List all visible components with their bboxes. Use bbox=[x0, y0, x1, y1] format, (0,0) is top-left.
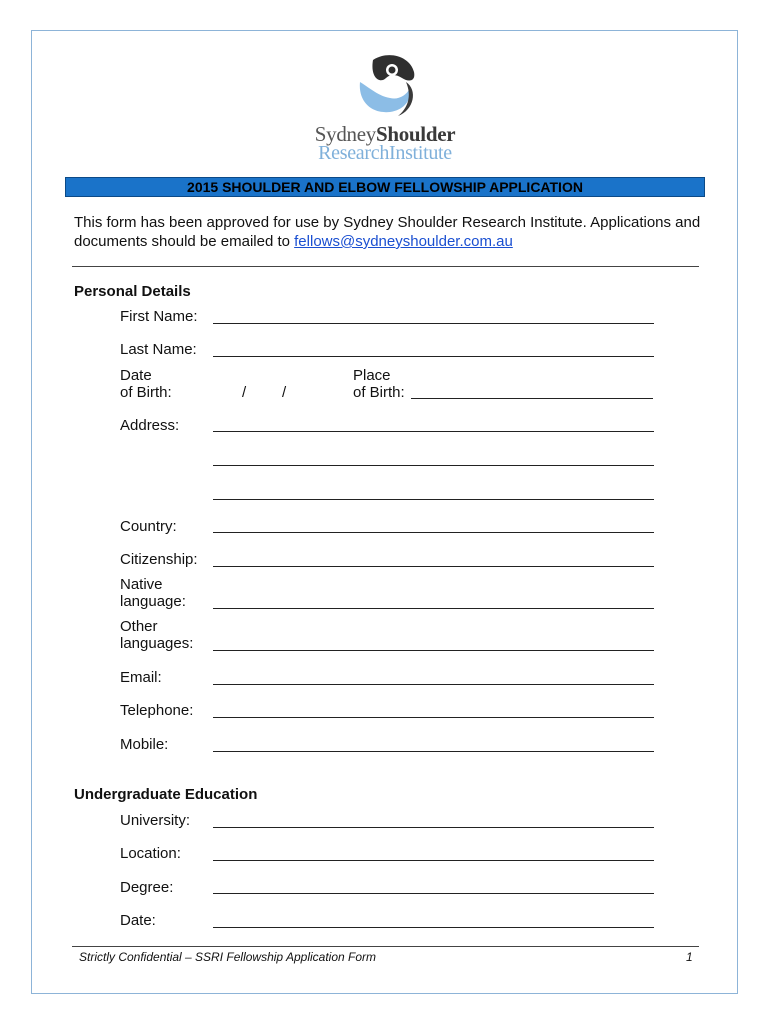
citizenship-label: Citizenship: bbox=[120, 551, 198, 568]
country-label: Country: bbox=[120, 518, 177, 535]
section-heading-education: Undergraduate Education bbox=[74, 786, 258, 803]
footer-divider bbox=[72, 946, 699, 947]
address-field-3[interactable] bbox=[213, 499, 654, 500]
footer-text: Strictly Confidential – SSRI Fellowship Application Form bbox=[79, 950, 377, 964]
last-name-label: Last Name: bbox=[120, 341, 197, 358]
dob-label-line1: Date bbox=[120, 367, 152, 384]
intro-text: This form has been approved for use by Sydney Shoulder Research Institute. Applications and documents should be emailed to bbox=[74, 214, 701, 250]
pob-label-line1: Place bbox=[353, 367, 391, 384]
address-field-1[interactable] bbox=[213, 431, 654, 432]
dob-separator: / bbox=[282, 384, 287, 401]
dob-label-line2: of Birth: bbox=[120, 384, 172, 401]
university-label: University: bbox=[120, 812, 191, 829]
location-field[interactable] bbox=[213, 860, 654, 861]
logo-text-line2: ResearchInstitute bbox=[318, 142, 452, 164]
other-languages-label-line1: Other bbox=[120, 618, 158, 635]
last-name-field[interactable] bbox=[213, 356, 654, 357]
email-field[interactable] bbox=[213, 684, 654, 685]
telephone-label: Telephone: bbox=[120, 702, 194, 719]
native-language-label-line2: language: bbox=[120, 593, 186, 610]
mobile-field[interactable] bbox=[213, 751, 654, 752]
university-field[interactable] bbox=[213, 827, 654, 828]
first-name-label: First Name: bbox=[120, 308, 198, 325]
native-language-field[interactable] bbox=[213, 608, 654, 609]
place-of-birth-field[interactable] bbox=[411, 398, 653, 399]
other-languages-field[interactable] bbox=[213, 650, 654, 651]
form-title: 2015 SHOULDER AND ELBOW FELLOWSHIP APPLICATION bbox=[65, 177, 705, 197]
page-number: 1 bbox=[686, 950, 693, 964]
shoulder-logo-icon bbox=[310, 52, 460, 122]
divider bbox=[72, 266, 699, 267]
logo-text-line1: SydneyShoulder bbox=[314, 122, 456, 146]
dob-separator: / bbox=[242, 384, 247, 401]
first-name-field[interactable] bbox=[213, 323, 654, 324]
address-field-2[interactable] bbox=[213, 465, 654, 466]
section-heading-personal: Personal Details bbox=[74, 283, 191, 300]
pob-label-line2: of Birth: bbox=[353, 384, 405, 401]
date-field[interactable] bbox=[213, 927, 654, 928]
other-languages-label-line2: languages: bbox=[120, 635, 194, 652]
mobile-label: Mobile: bbox=[120, 736, 169, 753]
telephone-field[interactable] bbox=[213, 717, 654, 718]
ssri-logo bbox=[310, 52, 460, 162]
location-label: Location: bbox=[120, 845, 181, 862]
address-label: Address: bbox=[120, 417, 180, 434]
native-language-label-line1: Native bbox=[120, 576, 163, 593]
email-label: Email: bbox=[120, 669, 162, 686]
citizenship-field[interactable] bbox=[213, 566, 654, 567]
date-label: Date: bbox=[120, 912, 156, 929]
intro-paragraph bbox=[74, 213, 714, 251]
degree-label: Degree: bbox=[120, 879, 174, 896]
degree-field[interactable] bbox=[213, 893, 654, 894]
country-field[interactable] bbox=[213, 532, 654, 533]
email-link[interactable]: fellows@sydneyshoulder.com.au bbox=[294, 233, 513, 250]
